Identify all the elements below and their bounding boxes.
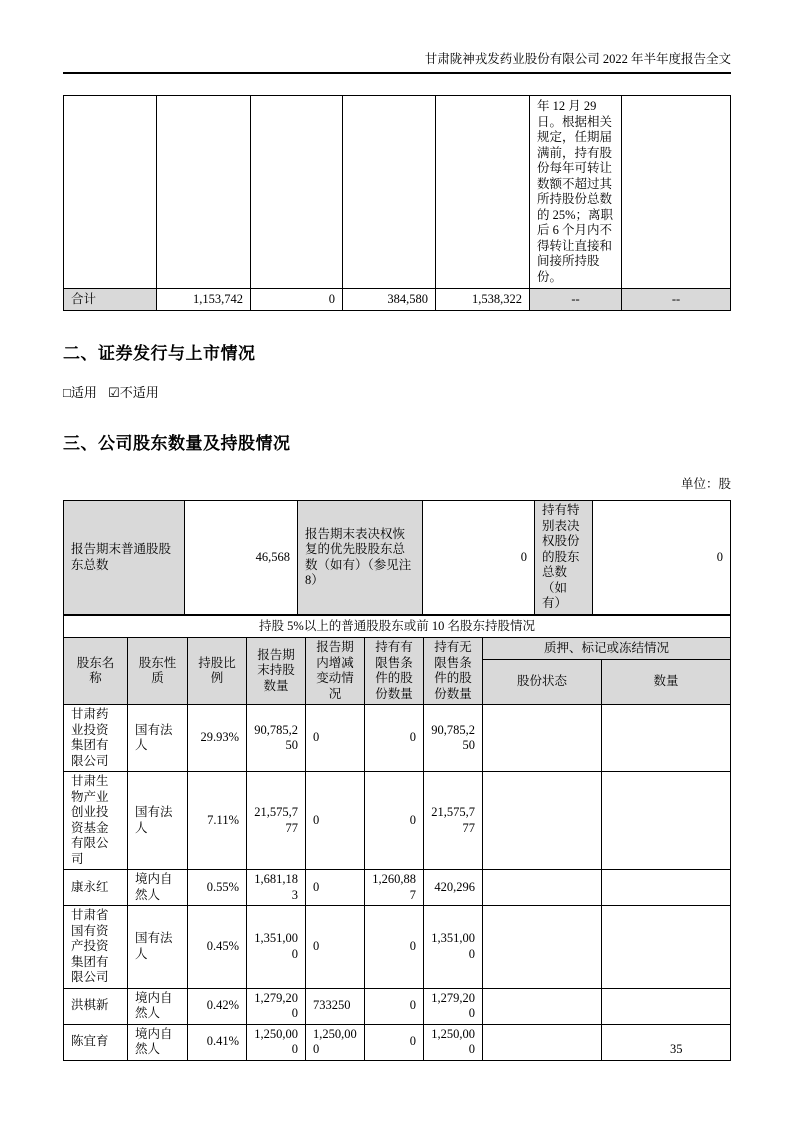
shareholder-nature: 境内自然人 bbox=[128, 988, 188, 1024]
restricted-shares: 1,260,887 bbox=[365, 870, 424, 906]
total-label-cell: 合计 bbox=[64, 289, 157, 311]
shareholder-name: 甘肃省国有资产投资集团有限公司 bbox=[64, 906, 128, 989]
shares-end: 1,279,200 bbox=[247, 988, 306, 1024]
unrestricted-shares: 1,351,000 bbox=[424, 906, 483, 989]
unrestricted-shares: 21,575,777 bbox=[424, 772, 483, 870]
col-header-pledge-qty: 数量 bbox=[602, 660, 731, 705]
shareholder-nature: 国有法人 bbox=[128, 906, 188, 989]
empty-cell bbox=[622, 96, 731, 289]
total-value-cell: 0 bbox=[251, 289, 343, 311]
col-header-nature: 股东性质 bbox=[128, 638, 188, 705]
checkbox-not-applicable: ☑不适用 bbox=[108, 385, 159, 400]
special-voting-value: 0 bbox=[593, 501, 731, 615]
shareholder-row bbox=[64, 988, 731, 1024]
holding-ratio: 7.11% bbox=[188, 772, 247, 870]
common-shareholders-label: 报告期末普通股股东总数 bbox=[64, 501, 185, 615]
table-row bbox=[64, 501, 731, 615]
shareholder-row bbox=[64, 906, 731, 989]
shares-change: 0 bbox=[306, 772, 365, 870]
shareholder-row bbox=[64, 870, 731, 906]
shares-end: 1,250,000 bbox=[247, 1024, 306, 1060]
pledge-status-cell bbox=[483, 988, 602, 1024]
page-number: 35 bbox=[670, 1042, 683, 1056]
col-header-name: 股东名称 bbox=[64, 638, 128, 705]
unrestricted-shares: 1,250,000 bbox=[424, 1024, 483, 1060]
shares-end: 90,785,250 bbox=[247, 705, 306, 772]
col-header-pledge-group: 质押、标记或冻结情况 bbox=[483, 638, 731, 660]
shares-end: 21,575,777 bbox=[247, 772, 306, 870]
shares-change: 0 bbox=[306, 705, 365, 772]
shareholder-row bbox=[64, 705, 731, 772]
empty-cell bbox=[251, 96, 343, 289]
pledge-status-cell bbox=[483, 870, 602, 906]
table-row-total bbox=[64, 289, 731, 311]
special-voting-label: 持有特别表决权股份的股东总数（如有） bbox=[535, 501, 593, 615]
shares-change: 0 bbox=[306, 906, 365, 989]
pledge-qty-cell bbox=[602, 705, 731, 772]
shareholder-summary-table bbox=[63, 500, 731, 615]
col-header-restricted: 持有有限售条件的股份数量 bbox=[365, 638, 424, 705]
holding-ratio: 0.55% bbox=[188, 870, 247, 906]
col-header-ratio: 持股比例 bbox=[188, 638, 247, 705]
shares-end: 1,351,000 bbox=[247, 906, 306, 989]
pledge-qty-cell bbox=[602, 772, 731, 870]
total-dash-cell: -- bbox=[622, 289, 731, 311]
pledge-status-cell bbox=[483, 1024, 602, 1060]
applicability-line bbox=[63, 382, 731, 401]
page-content bbox=[63, 0, 731, 1061]
shareholder-row bbox=[64, 1024, 731, 1060]
pledge-qty-cell bbox=[602, 870, 731, 906]
col-header-unrestricted: 持有无限售条件的股份数量 bbox=[424, 638, 483, 705]
unit-label: 单位：股 bbox=[680, 477, 731, 491]
restricted-shares: 0 bbox=[365, 705, 424, 772]
empty-cell bbox=[64, 96, 157, 289]
restricted-shares: 0 bbox=[365, 988, 424, 1024]
total-value-cell: 1,153,742 bbox=[157, 289, 251, 311]
restricted-shares: 0 bbox=[365, 1024, 424, 1060]
shareholder-nature: 国有法人 bbox=[128, 772, 188, 870]
total-value-cell: 384,580 bbox=[343, 289, 436, 311]
pledge-status-cell bbox=[483, 705, 602, 772]
pledge-qty-cell bbox=[602, 1024, 731, 1060]
section-heading-shareholders: 三、公司股东数量及持股情况 bbox=[63, 434, 291, 453]
shareholder-name: 陈宜育 bbox=[64, 1024, 128, 1060]
col-header-pledge-status: 股份状态 bbox=[483, 660, 602, 705]
shareholder-row bbox=[64, 772, 731, 870]
shares-end: 1,681,183 bbox=[247, 870, 306, 906]
checkbox-applicable: □适用 bbox=[63, 385, 97, 400]
unrestricted-shares: 420,296 bbox=[424, 870, 483, 906]
common-shareholders-value: 46,568 bbox=[185, 501, 298, 615]
restricted-shares: 0 bbox=[365, 772, 424, 870]
shareholder-name: 甘肃药业投资集团有限公司 bbox=[64, 705, 128, 772]
empty-cell bbox=[157, 96, 251, 289]
report-title: 甘肃陇神戎发药业股份有限公司 2022 年半年度报告全文 bbox=[424, 52, 731, 66]
shares-change: 733250 bbox=[306, 988, 365, 1024]
preferred-shareholders-label: 报告期末表决权恢复的优先股股东总数（如有）（参见注 8） bbox=[298, 501, 423, 615]
holding-ratio: 29.93% bbox=[188, 705, 247, 772]
shareholder-nature: 国有法人 bbox=[128, 705, 188, 772]
header-divider bbox=[63, 72, 731, 74]
total-dash-cell: -- bbox=[530, 289, 622, 311]
empty-cell bbox=[436, 96, 530, 289]
shares-change: 0 bbox=[306, 870, 365, 906]
total-value-cell: 1,538,322 bbox=[436, 289, 530, 311]
unrestricted-shares: 90,785,250 bbox=[424, 705, 483, 772]
col-header-change: 报告期内增减变动情况 bbox=[306, 638, 365, 705]
col-header-shares-end: 报告期末持股数量 bbox=[247, 638, 306, 705]
preferred-shareholders-value: 0 bbox=[423, 501, 535, 615]
table-row bbox=[64, 96, 731, 289]
restricted-shares: 0 bbox=[365, 906, 424, 989]
table-row-banner bbox=[64, 616, 731, 638]
holding-ratio: 0.45% bbox=[188, 906, 247, 989]
shares-change: 1,250,000 bbox=[306, 1024, 365, 1060]
lockup-reason-cell: 年 12 月 29 日。根据相关规定，任期届满前，持有股份每年可转让数额不超过其所持股份总数的 25%；离职后 6 个月内不得转让直接和间接所持股份。 bbox=[530, 96, 622, 289]
pledge-qty-cell bbox=[602, 988, 731, 1024]
pledge-status-cell bbox=[483, 772, 602, 870]
top-shareholders-table bbox=[63, 615, 731, 1061]
pledge-status-cell bbox=[483, 906, 602, 989]
running-header bbox=[63, 0, 731, 66]
pledge-qty-cell bbox=[602, 906, 731, 989]
section-heading-securities: 二、证券发行与上市情况 bbox=[63, 344, 256, 363]
unrestricted-shares: 1,279,200 bbox=[424, 988, 483, 1024]
holders-banner: 持股 5%以上的普通股股东或前 10 名股东持股情况 bbox=[64, 616, 731, 638]
empty-cell bbox=[343, 96, 436, 289]
shareholder-nature: 境内自然人 bbox=[128, 870, 188, 906]
holding-ratio: 0.41% bbox=[188, 1024, 247, 1060]
shareholder-name: 洪棋新 bbox=[64, 988, 128, 1024]
shareholder-name: 康永红 bbox=[64, 870, 128, 906]
shareholder-name: 甘肃生物产业创业投资基金有限公司 bbox=[64, 772, 128, 870]
table-header-row bbox=[64, 638, 731, 660]
lockup-shares-table bbox=[63, 95, 731, 311]
shareholder-nature: 境内自然人 bbox=[128, 1024, 188, 1060]
holding-ratio: 0.42% bbox=[188, 988, 247, 1024]
